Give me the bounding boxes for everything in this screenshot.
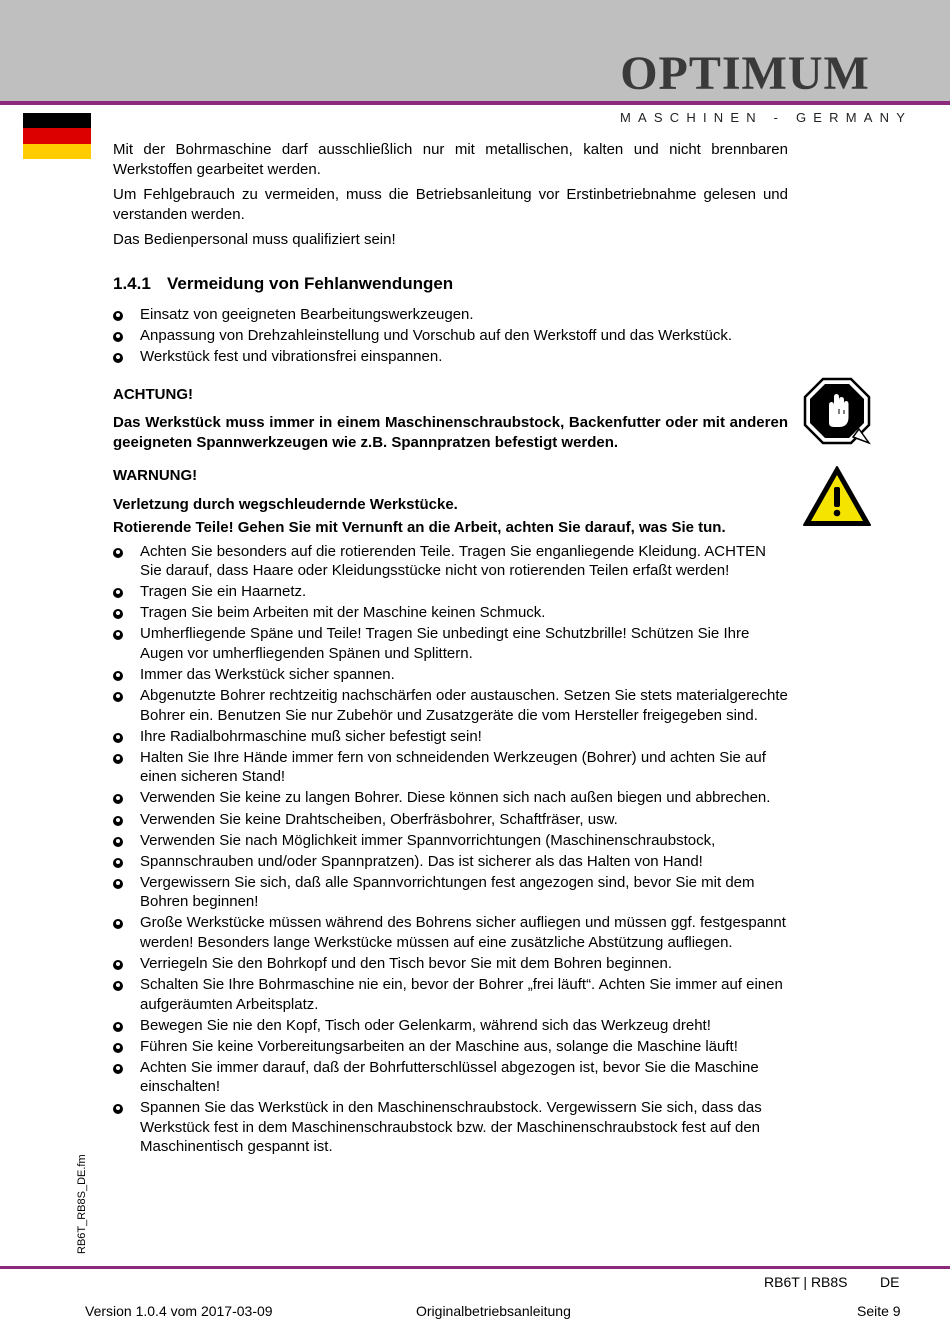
- list-item: Vergewissern Sie sich, daß alle Spannvorrichtungen fest angezogen sind, bevor Sie mit dem Bohren beginnen!: [113, 873, 788, 912]
- bullet-icon: [113, 1064, 123, 1074]
- list-item: Umherfliegende Späne und Teile! Tragen Sie unbedingt eine Schutzbrille! Schützen Sie Ihre Augen vor umherfliegenden Spänen und Splittern.: [113, 624, 788, 663]
- warning-heading: WARNUNG!: [113, 467, 198, 485]
- list-item: Spannschrauben und/oder Spannpratzen). Das ist sicherer als das Halten von Hand!: [113, 852, 788, 872]
- warning-line: Verletzung durch wegschleudernde Werkstücke.: [113, 495, 458, 513]
- german-flag-icon: [23, 113, 91, 159]
- bullet-icon: [113, 332, 123, 342]
- intro-paragraph: Das Bedienpersonal muss qualifiziert sein!: [113, 231, 396, 248]
- model-label: RB6T | RB8S: [764, 1274, 848, 1290]
- bullet-icon: [113, 588, 123, 598]
- list-item: Spannen Sie das Werkstück in den Maschinenschraubstock. Vergewissern Sie sich, dass das Werkstück fest in dem Maschinenschraubstock bzw. der Maschinenschraubstock fest auf den Maschinentisch gespannt ist.: [113, 1098, 788, 1157]
- brand-subtitle: MASCHINEN - GERMANY: [620, 110, 913, 125]
- intro-paragraph: Um Fehlgebrauch zu vermeiden, muss die Betriebsanleitung vor Erstinbetriebnahme gelesen und verstanden werden.: [113, 186, 788, 223]
- section-heading: [113, 274, 788, 294]
- bullet-icon: [113, 919, 123, 929]
- list-item: Anpassung von Drehzahleinstellung und Vorschub auf den Werkstoff und das Werkstück.: [113, 326, 788, 346]
- list-item: Achten Sie besonders auf die rotierenden Teile. Tragen Sie enganliegende Kleidung. ACHTEN Sie darauf, dass Haare oder Kleidungsstücke nicht von rotierenden Teilen erfaßt werden!: [113, 542, 788, 581]
- list-item: Führen Sie keine Vorbereitungsarbeiten an der Maschine aus, solange die Maschine läuft!: [113, 1037, 788, 1057]
- brand-logo: OPTIMUM: [620, 47, 870, 100]
- bullet-icon: [113, 816, 123, 826]
- bullet-icon: [113, 960, 123, 970]
- list-item: Verwenden Sie keine zu langen Bohrer. Diese können sich nach außen biegen und abbrechen.: [113, 788, 788, 808]
- caution-text: Das Werkstück muss immer in einem Maschinenschraubstock, Backenfutter oder mit anderen geeigneten Spannwerkzeugen wie z.B. Spannpratzen befestigt werden.: [113, 414, 788, 451]
- list-item: Verriegeln Sie den Bohrkopf und den Tisch bevor Sie mit dem Bohren beginnen.: [113, 954, 788, 974]
- footer-rule: [0, 1266, 950, 1269]
- list-item: Tragen Sie beim Arbeiten mit der Maschine keinen Schmuck.: [113, 603, 788, 623]
- list-item: Tragen Sie ein Haarnetz.: [113, 582, 788, 602]
- bullet-icon: [113, 794, 123, 804]
- bullet-icon: [113, 548, 123, 558]
- list-item: Abgenutzte Bohrer rechtzeitig nachschärfen oder austauschen. Setzen Sie stets materialgerechte Bohrer ein. Benutzen Sie nur Zubehör und Zusatzgeräte die vom Hersteller freigegeben sind.: [113, 686, 788, 725]
- bullet-icon: [113, 353, 123, 363]
- list-item: Ihre Radialbohrmaschine muß sicher befestigt sein!: [113, 727, 788, 747]
- bullet-icon: [113, 754, 123, 764]
- bullet-icon: [113, 671, 123, 681]
- page-number: Seite 9: [857, 1303, 901, 1319]
- warning-triangle-icon: [802, 465, 872, 527]
- list-item: Große Werkstücke müssen während des Bohrens sicher aufliegen und müssen ggf. festgespannt werden! Besonders lange Werkstücke müssen auf eine zusätzliche Abstützung aufliegen.: [113, 913, 788, 952]
- warning-list: [113, 542, 788, 1157]
- warning-line: Rotierende Teile! Gehen Sie mit Vernunft an die Arbeit, achten Sie darauf, was Sie tun.: [113, 519, 726, 537]
- bullet-icon: [113, 692, 123, 702]
- bullet-icon: [113, 879, 123, 889]
- list-item: Schalten Sie Ihre Bohrmaschine nie ein, bevor der Bohrer „frei läuft“. Achten Sie immer auf einen aufgeräumten Arbeitsplatz.: [113, 975, 788, 1014]
- document-type-label: Originalbetriebsanleitung: [416, 1303, 571, 1319]
- list-item: Verwenden Sie nach Möglichkeit immer Spannvorrichtungen (Maschinenschraubstock,: [113, 831, 788, 851]
- bullet-icon: [113, 630, 123, 640]
- stop-hand-icon: [803, 377, 871, 445]
- caution-heading: ACHTUNG!: [113, 385, 193, 403]
- bullet-icon: [113, 858, 123, 868]
- intro-paragraph: Mit der Bohrmaschine darf ausschließlich nur mit metallischen, kalten und nicht brennbaren Werkstoffen gearbeitet werden.: [113, 141, 788, 178]
- misuse-list: [113, 305, 788, 367]
- list-item: Halten Sie Ihre Hände immer fern von schneidenden Werkzeugen (Bohrer) und achten Sie auf einen sicheren Stand!: [113, 748, 788, 787]
- list-item: Achten Sie immer darauf, daß der Bohrfutterschlüssel abgezogen ist, bevor Sie die Maschine einschalten!: [113, 1058, 788, 1097]
- header-rule: [0, 101, 950, 105]
- bullet-icon: [113, 1043, 123, 1053]
- bullet-icon: [113, 837, 123, 847]
- section-title: Vermeidung von Fehlanwendungen: [167, 273, 454, 293]
- bullet-icon: [113, 1022, 123, 1032]
- version-label: Version 1.0.4 vom 2017-03-09: [85, 1303, 273, 1319]
- section-number: 1.4.1: [113, 273, 151, 293]
- bullet-icon: [113, 733, 123, 743]
- document-filename: RB6T_RB8S_DE.fm: [76, 1154, 88, 1254]
- bullet-icon: [113, 1104, 123, 1114]
- bullet-icon: [113, 609, 123, 619]
- bullet-icon: [113, 311, 123, 321]
- list-item: Verwenden Sie keine Drahtscheiben, Oberfräsbohrer, Schaftfräser, usw.: [113, 810, 788, 830]
- language-label: DE: [880, 1274, 900, 1290]
- list-item: Bewegen Sie nie den Kopf, Tisch oder Gelenkarm, während sich das Werkzeug dreht!: [113, 1016, 788, 1036]
- list-item: Immer das Werkstück sicher spannen.: [113, 665, 788, 685]
- page-content: [113, 140, 788, 1159]
- list-item: Werkstück fest und vibrationsfrei einspannen.: [113, 347, 788, 367]
- bullet-icon: [113, 981, 123, 991]
- list-item: Einsatz von geeigneten Bearbeitungswerkzeugen.: [113, 305, 788, 325]
